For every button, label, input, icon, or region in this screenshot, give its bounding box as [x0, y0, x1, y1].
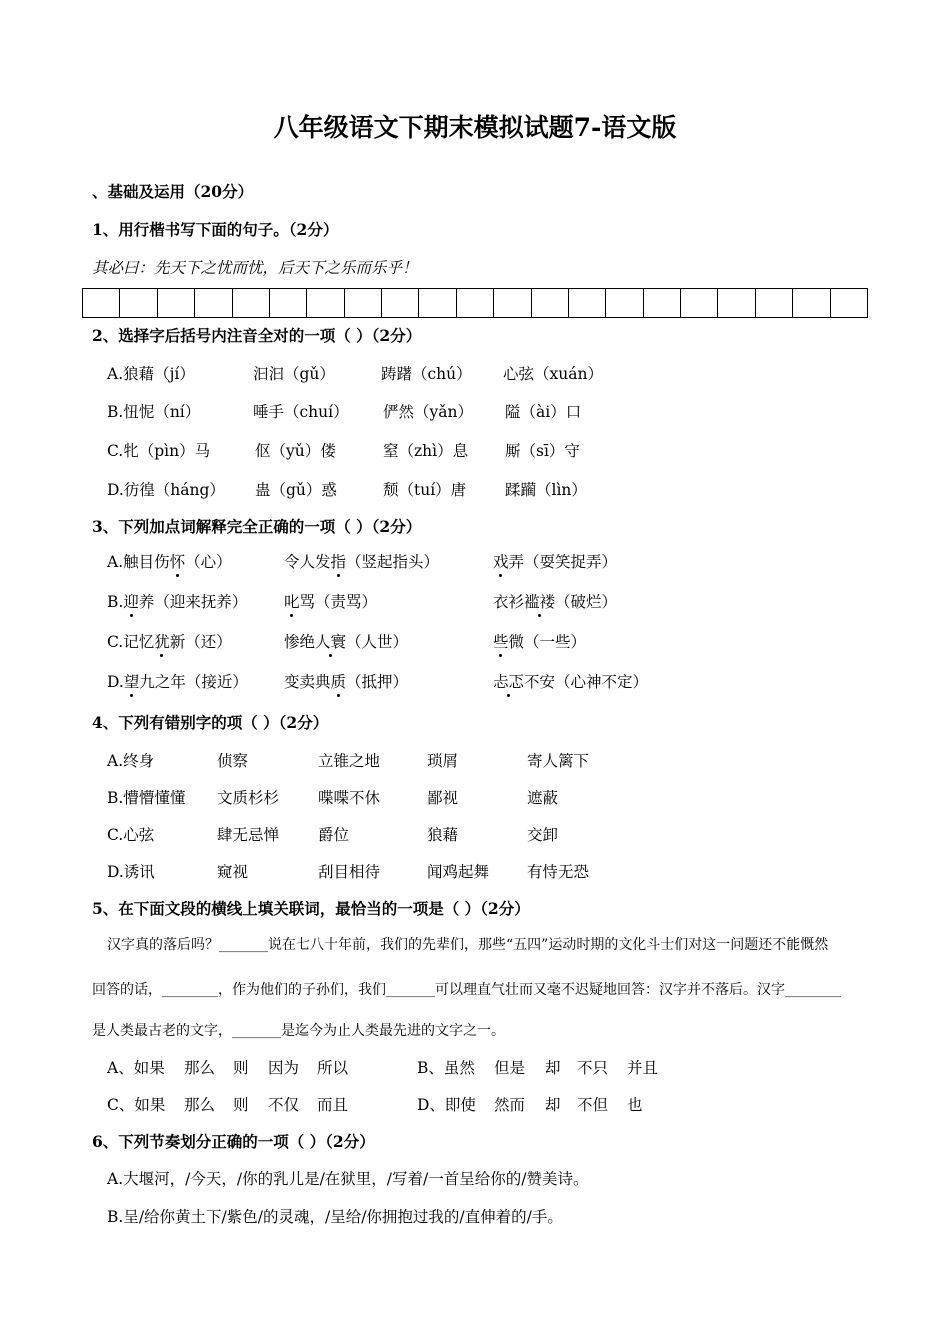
emphasis-dot: 人寰: [315, 630, 346, 652]
q4-option-c-3: 爵位: [318, 826, 350, 844]
q5-option-c-4: 不仅: [268, 1096, 300, 1114]
q4-option-a-5: 寄人篱下: [527, 752, 590, 770]
q3-option-a-1: A.触目伤怀（心）: [107, 550, 232, 572]
q5-option-a-4: 因为: [268, 1059, 300, 1077]
q5-option-a-5: 所以: [317, 1059, 349, 1077]
q5-option-d-2: 然而: [494, 1096, 526, 1114]
q4-option-d-4: 闻鸡起舞: [427, 863, 490, 881]
q3-option-b-3: 衣衫褴褛（破烂）: [493, 590, 617, 612]
q2-option-b-2: 唾手（chuí）: [253, 403, 349, 421]
q5-option-a-1: A、如果: [107, 1059, 165, 1077]
q2-option-a-2: 汩汩（gǔ）: [253, 365, 335, 383]
grid-cell[interactable]: [270, 289, 307, 317]
q5-option-d-5: 也: [627, 1096, 643, 1114]
page-title: 八年级语文下期末模拟试题7-语文版: [273, 113, 677, 142]
q3-option-d-2: 变卖典质（抵押）: [284, 670, 408, 692]
q2-option-c-3: 窒（zhì）息: [383, 442, 469, 460]
q4-option-b-1: B.懵懵懂懂: [107, 789, 186, 807]
q2-option-b-3: 俨然（yǎn）: [383, 403, 473, 421]
question-2: 2、选择字后括号内注音全对的一项（ ）（2分）: [92, 326, 422, 345]
q5-option-d-4: 不但: [577, 1096, 609, 1114]
grid-cell[interactable]: [831, 289, 867, 317]
grid-cell[interactable]: [233, 289, 270, 317]
q3-option-d-1: D.望九之年（接近）: [107, 670, 248, 692]
q5-option-b-2: 但是: [494, 1059, 526, 1077]
grid-cell[interactable]: [494, 289, 531, 317]
emphasis-dot: 叱: [284, 590, 300, 612]
question-5: 5、在下面文段的横线上填关联词，最恰当的一项是（ ）（2分）: [92, 899, 530, 918]
q5-option-b-5: 并且: [627, 1059, 659, 1077]
q5-option-d-1: D、即使: [417, 1096, 476, 1114]
q4-option-b-4: 鄙视: [427, 789, 459, 807]
q4-option-a-3: 立锥之地: [318, 752, 381, 770]
emphasis-dot: 犹: [154, 630, 170, 652]
section-heading: 、基础及运用（20分）: [92, 182, 254, 201]
q6-option-a: A.大堰河，/今天，/你的乳儿是/在狱里，/写着/一首呈给你的/赞美诗。: [107, 1170, 589, 1188]
q4-option-c-1: C.心弦: [107, 826, 155, 844]
emphasis-dot: 褴褛: [524, 590, 555, 612]
grid-cell[interactable]: [718, 289, 755, 317]
q3-option-c-1: C.记忆犹新（还）: [107, 630, 232, 652]
question-4: 4、下列有错别字的项（ ）（2分）: [92, 713, 329, 732]
q3-option-d-3: 忐忑不安（心神不定）: [493, 670, 648, 692]
q3-option-b-1: B.迎养（迎来抚养）: [107, 590, 247, 612]
q4-option-d-1: D.诱讯: [107, 863, 155, 881]
q2-option-a-4: 心弦（xuán）: [503, 365, 603, 383]
emphasis-dot: 怀: [170, 550, 186, 572]
grid-cell[interactable]: [569, 289, 606, 317]
q4-option-d-5: 有恃无恐: [527, 863, 590, 881]
q5-option-c-5: 而且: [317, 1096, 349, 1114]
q5-option-c-2: 那么: [184, 1096, 216, 1114]
grid-cell[interactable]: [382, 289, 419, 317]
q5-paragraph-line-3: 是人类最古老的文字，_______是迄今为止人类最先进的文字之一。: [92, 1023, 505, 1039]
q5-paragraph-line-1: 汉字真的落后吗？_______说在七八十年前，我们的先辈们，那些“五四”运动时期的文化斗士们对这一问题还不能慨然: [107, 937, 829, 953]
grid-cell[interactable]: [307, 289, 344, 317]
q4-option-a-4: 琐屑: [427, 752, 459, 770]
q3-option-a-3: 戏弄（耍笑捉弄）: [493, 550, 617, 572]
emphasis-dot: 迎: [123, 590, 139, 612]
q2-option-b-4: 隘（ài）口: [505, 403, 582, 421]
q4-option-c-4: 狼藉: [427, 826, 459, 844]
emphasis-dot: 忐忑: [493, 670, 524, 692]
q3-option-b-2: 叱骂（责骂）: [284, 590, 377, 612]
q4-option-a-2: 侦察: [217, 752, 249, 770]
q3-option-c-2: 惨绝人寰（人世）: [284, 630, 408, 652]
q4-option-c-5: 交卸: [527, 826, 559, 844]
grid-cell[interactable]: [681, 289, 718, 317]
grid-cell[interactable]: [532, 289, 569, 317]
emphasis-dot: 望: [124, 670, 140, 692]
q4-option-d-3: 刮目相待: [318, 863, 381, 881]
q6-option-b: B.呈/给你黄土下/紫色/的灵魂，/呈给/你拥抱过我的/直伸着的/手。: [107, 1208, 563, 1226]
grid-cell[interactable]: [83, 289, 120, 317]
q4-option-c-2: 肆无忌惮: [217, 826, 280, 844]
grid-cell[interactable]: [644, 289, 681, 317]
q3-option-a-2: 令人发指（竖起指头）: [284, 550, 439, 572]
grid-cell[interactable]: [120, 289, 157, 317]
q2-option-d-4: 蹂躏（lìn）: [505, 481, 587, 499]
grid-cell[interactable]: [606, 289, 643, 317]
q2-option-d-3: 颓（tuí）唐: [383, 481, 467, 499]
grid-cell[interactable]: [457, 289, 494, 317]
emphasis-dot: 指: [331, 550, 347, 572]
grid-cell[interactable]: [345, 289, 382, 317]
q5-option-b-1: B、虽然: [417, 1059, 475, 1077]
writing-grid: [82, 288, 868, 318]
q2-option-c-4: 厮（sī）守: [505, 442, 580, 460]
grid-cell[interactable]: [756, 289, 793, 317]
q4-option-a-1: A.终身: [107, 752, 155, 770]
q4-option-d-2: 窥视: [217, 863, 249, 881]
q5-option-b-3: 却: [545, 1059, 561, 1077]
q5-option-b-4: 不只: [577, 1059, 609, 1077]
grid-cell[interactable]: [419, 289, 456, 317]
question-6: 6、下列节奏划分正确的一项（ ）（2分）: [92, 1132, 375, 1151]
q4-option-b-2: 文质杉杉: [217, 789, 280, 807]
q5-option-a-2: 那么: [184, 1059, 216, 1077]
q2-option-b-1: B.忸怩（ní）: [107, 403, 201, 421]
q2-option-d-1: D.彷徨（háng）: [107, 481, 225, 499]
q2-option-c-2: 伛（yǔ）偻: [255, 442, 336, 460]
emphasis-dot: 些: [493, 630, 509, 652]
q2-option-a-1: A.狼藉（jí）: [107, 365, 195, 383]
emphasis-dot: 质: [331, 670, 347, 692]
q1-sentence: 其必曰：先天下之忧而忧，后天下之乐而乐乎！: [92, 259, 418, 277]
q5-paragraph-line-2: 回答的话，________，作为他们的子孙们，我们_______可以理直气壮而又毫不迟疑地回答：汉字并不落后。汉字________: [92, 982, 841, 998]
emphasis-dot: 戏: [493, 550, 509, 572]
grid-cell[interactable]: [195, 289, 232, 317]
q5-option-d-3: 却: [545, 1096, 561, 1114]
q3-option-c-3: 些微（一些）: [493, 630, 586, 652]
q2-option-a-3: 踌躇（chú）: [381, 365, 472, 383]
question-1: 1、用行楷书写下面的句子。（2分）: [92, 220, 339, 239]
q4-option-b-5: 遮蔽: [527, 789, 559, 807]
q2-option-d-2: 蛊（gǔ）惑: [255, 481, 337, 499]
q5-option-a-3: 则: [233, 1059, 249, 1077]
question-3: 3、下列加点词解释完全正确的一项（ ）（2分）: [92, 517, 422, 536]
q5-option-c-3: 则: [233, 1096, 249, 1114]
q5-option-c-1: C、如果: [107, 1096, 166, 1114]
grid-cell[interactable]: [158, 289, 195, 317]
grid-cell[interactable]: [793, 289, 830, 317]
q4-option-b-3: 喋喋不休: [318, 789, 381, 807]
q2-option-c-1: C.牝（pìn）马: [107, 442, 211, 460]
